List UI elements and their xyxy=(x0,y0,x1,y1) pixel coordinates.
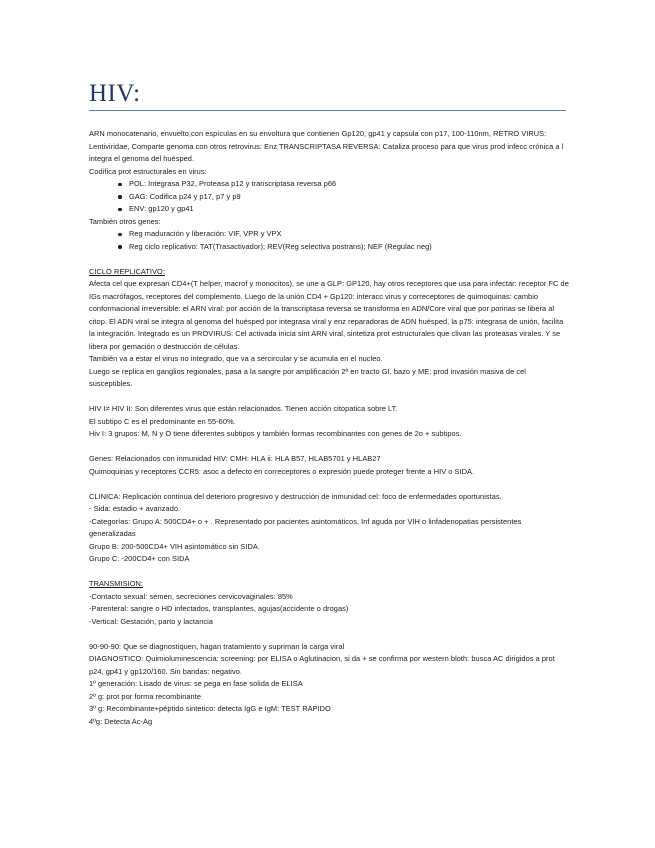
page-title: HIV: xyxy=(89,80,141,107)
clinica-line: Grupo C: -200CD4+ con SIDA xyxy=(89,554,190,563)
diagnostico-line: 4ºg: Detecta Ac-Ag xyxy=(89,716,153,726)
hiv-types-line: El subtipo C es el predominante en 55-60%. xyxy=(89,416,236,426)
otros-genes-list xyxy=(89,228,569,253)
clinica-line: Grupo B: 200-500CD4+ VIH asintomático sin SIDA. xyxy=(89,541,260,551)
diagnostico-line: 1º generación: Lisado de virus: se pega en fase solida de ELISA xyxy=(89,679,303,688)
transmision-line: -Vertical: Gestación, parto y lactancia xyxy=(89,616,213,626)
genes-line: Genes: Relacionados con inmunidad HIV: CMH: HLA ii: HLA B57, HLAB5701 y HLAB27 xyxy=(89,454,381,463)
codifica-list xyxy=(89,178,569,216)
ciclo-paragraph: También va a estar el virus no integrado, que va a sercircular y se acumula en el nucleo. xyxy=(89,354,383,363)
transmision-line: -Parenteral: sangre o HD infectados, transplantes, agujas(accidente o drogas) xyxy=(89,604,349,613)
diagnostico-line: DIAGNOSTICO: Quimioluminescencia: screening: por ELISA o Aglutinacion, si da + se confirma por western bloth: busca AC dirigidos a prot p24, gp41 y gp120/160. Sin bandas: negativo. xyxy=(89,654,555,676)
clinica-line: -Categorías: Grupo A: 500CD4+ o + . Representado por pacientes asintomáticos, Inf aguda por VIH o linfadenopatias persistentes generalizadas xyxy=(89,516,522,538)
otros-genes-heading: También otros genes: xyxy=(89,216,161,226)
transmision-line: -Contacto sexual: semen, secreciones cervicovaginales: 85% xyxy=(89,591,293,601)
genes-line: Quimoquinas y receptores CCR5: asoc a defecto en correceptores o expresión puede proteger frente a HIV o SIDA. xyxy=(89,466,475,476)
list-item: GAG: Codifica p24 y p17, p7 y p9 xyxy=(89,191,569,204)
ciclo-paragraph: Afecta cel que expresan CD4+(T helper, macrof y monocitos), se une a GLP: GP120, hay otros receptores que usa para infectar: receptor FC de IGs macrófagos, receptores del complemento. Luego de la unión CD4 + Gp120: interacc virus y correceptores de quimoquinas: cambio conformacional irreversible: el ARN viral: por acción de la transcriptasa reversa se transforma en ADN/Core viral que por porinas se libera al citop. El ADN viral se integra al genoma del huésped por integrasa viral y enz reparadoras de ADN huésped, la p75: integrasa de unión, facilita la integración. Integrado es un PROVIRUS: Cel activada inicia sint ARN viral, sintetiza prot estructurales que clivan las proteasas virales. Y se libera por gemación o destrucción de células. xyxy=(89,279,569,351)
diagnostico-line: 90-90-90: Que se diagnostiquen, hagan tratamiento y supriman la carga viral xyxy=(89,641,345,651)
intro-paragraph: ARN monocatenario, envuelto,con espículas en su envoltura que contienen Gp120, gp41 y capsula con p17, 100-110nm, RETRO VIRUS: Lentiviridae, Comparte genoma con otros retrovirus: Enz TRANSCRIPTASA REVERSA: Cataliza proceso para que virus prod infecc crónica a l integra el genoma del huésped. xyxy=(89,129,564,163)
ciclo-heading: CICLO REPLICATIVO: xyxy=(89,266,165,276)
clinica-line: - Sida: estadio + avanzado. xyxy=(89,504,181,513)
list-item: ENV: gp120 y gp41 xyxy=(89,203,569,216)
diagnostico-line: 3º g: Recombinante+péptido sintetico: detecta IgG e IgM: TEST RAPIDO xyxy=(89,704,331,713)
diagnostico-line: 2º g: prot por forma recombinante xyxy=(89,691,201,701)
document-body xyxy=(89,128,569,728)
hiv-types-line: HIV I≠ HIV II: Son diferentes virus que están relacionados. Tienen acción citopatica sobre LT. xyxy=(89,404,398,413)
codifica-heading: Codifica prot estructurales en virus: xyxy=(89,166,207,176)
clinica-line: CLINICA: Replicación continua del deterioro progresivo y destrucción de inmunidad cel: foco de enfermedades oportunistas. xyxy=(89,491,502,501)
list-item: POL: Integrasa P32, Proteasa p12 y transcriptasa reversa p66 xyxy=(89,178,569,191)
transmision-heading: TRANSMISION: xyxy=(89,579,143,588)
list-item: Reg maduración y liberación: VIF, VPR y VPX xyxy=(89,228,569,241)
hiv-types-line: Hiv I: 3 grupos: M, N y O tiene diferentes subtipos y también formas recombinantes con genes de 2o + subtipos. xyxy=(89,429,462,438)
ciclo-paragraph: Luego se replica en ganglios regionales, pasa a la sangre por amplificación 2ª en tracto GI, bazo y ME: prod invasión masiva de cel susceptibles. xyxy=(89,366,526,388)
title-underline xyxy=(89,110,566,111)
list-item: Reg ciclo replicativo: TAT(Trasactivador); REV(Reg selectiva postrans); NEF (Regulac neg) xyxy=(89,241,569,254)
